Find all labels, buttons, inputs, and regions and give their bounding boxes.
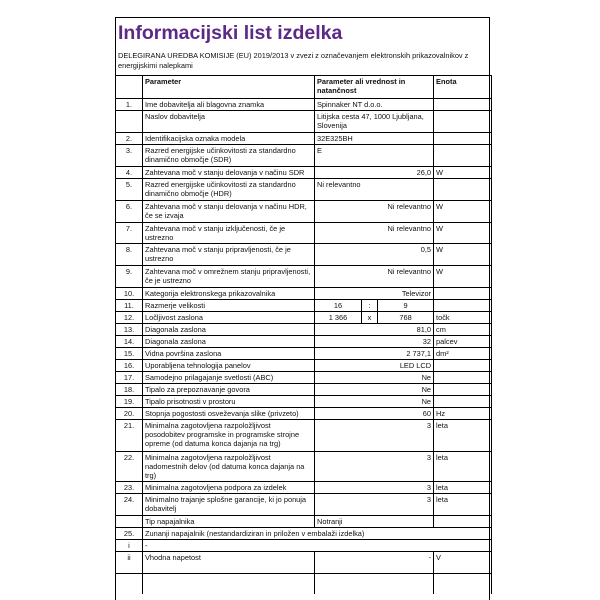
header-number (116, 76, 143, 99)
row-unit (434, 574, 492, 595)
row-unit: W (434, 201, 492, 223)
table-row (116, 360, 492, 372)
row-parameter: Razred energijske učinkovitosti za standardno dinamično območje (SDR) (143, 145, 315, 167)
row-value: Televizor (315, 288, 434, 300)
header-unit: Enota (434, 76, 492, 99)
table-row (116, 312, 492, 324)
row-value: 3 (315, 494, 434, 516)
row-value: Ni relevantno (315, 266, 434, 288)
row-number: 21. (116, 420, 143, 452)
row-number: 3. (116, 145, 143, 167)
row-value: 60 (315, 408, 434, 420)
row-unit (434, 99, 492, 111)
row-value: Ne (315, 372, 434, 384)
row-parameter: Naslov dobavitelja (143, 111, 315, 133)
row-number: 24. (116, 494, 143, 516)
row-unit (434, 111, 492, 133)
row-number: 10. (116, 288, 143, 300)
table-row (116, 99, 492, 111)
row-unit: W (434, 266, 492, 288)
table-row (116, 244, 492, 266)
table-row (116, 167, 492, 179)
row-parameter: Tipalo za prepoznavanje govora (143, 384, 315, 396)
table-row (116, 420, 492, 452)
row-number: 6. (116, 201, 143, 223)
row-number: 22. (116, 452, 143, 482)
table-row (116, 540, 492, 552)
row-parameter: Identifikacijska oznaka modela (143, 133, 315, 145)
table-row (116, 348, 492, 360)
row-value: Ne (315, 396, 434, 408)
table-row (116, 494, 492, 516)
row-unit (434, 372, 492, 384)
aspect-ratio-width: 16 (315, 300, 362, 312)
table-row (116, 223, 492, 244)
aspect-ratio-height: 9 (378, 300, 434, 312)
row-unit: W (434, 223, 492, 244)
row-value: Spinnaker NT d.o.o. (315, 99, 434, 111)
row-unit: točk (434, 312, 492, 324)
row-parameter: Zahtevana moč v stanju delovanja v načinu HDR, če se izvaja (143, 201, 315, 223)
row-unit: leta (434, 494, 492, 516)
table-row (116, 372, 492, 384)
row-parameter: Zahtevana moč v stanju pripravljenosti, če je ustrezno (143, 244, 315, 266)
row-number: 2. (116, 133, 143, 145)
table-row (116, 528, 492, 540)
row-number: 12. (116, 312, 143, 324)
row-parameter: Diagonala zaslona (143, 324, 315, 336)
table-row-tail (116, 574, 492, 595)
table-header (116, 76, 492, 99)
table-row (116, 179, 492, 201)
row-parameter: Razmerje velikosti (143, 300, 315, 312)
table-row (116, 324, 492, 336)
table-row (116, 145, 492, 167)
row-parameter: - (143, 540, 492, 552)
row-value: - (315, 552, 434, 574)
row-parameter: Diagonala zaslona (143, 336, 315, 348)
row-parameter (143, 574, 315, 595)
table-row (116, 133, 492, 145)
header-parameter: Parameter (143, 76, 315, 99)
row-value: 3 (315, 452, 434, 482)
row-number: 25. (116, 528, 143, 540)
table-row (116, 482, 492, 494)
row-value: 81,0 (315, 324, 434, 336)
aspect-ratio-separator: : (362, 300, 378, 312)
row-parameter: Samodejno prilagajanje svetlosti (ABC) (143, 372, 315, 384)
product-information-sheet (115, 17, 490, 600)
table-row (116, 452, 492, 482)
row-number: 8. (116, 244, 143, 266)
row-unit: V (434, 552, 492, 574)
table-row (116, 336, 492, 348)
resolution-width: 1 366 (315, 312, 362, 324)
row-unit (434, 179, 492, 201)
row-number: 17. (116, 372, 143, 384)
row-number: 5. (116, 179, 143, 201)
row-parameter: Kategorija elektronskega prikazovalnika (143, 288, 315, 300)
row-parameter: Razred energijske učinkovitosti za standardno dinamično območje (HDR) (143, 179, 315, 201)
parameter-table (115, 75, 492, 594)
row-parameter: Minimalna zagotovljena razpoložljivost nadomestnih delov (od datuma konca dajanja na trg) (143, 452, 315, 482)
row-number: 15. (116, 348, 143, 360)
table-row (116, 384, 492, 396)
row-unit: dm² (434, 348, 492, 360)
table-row (116, 266, 492, 288)
row-parameter: Vidna površina zaslona (143, 348, 315, 360)
row-parameter: Zahtevana moč v stanju izključenosti, če je ustrezno (143, 223, 315, 244)
row-value: 26,0 (315, 167, 434, 179)
row-number: 1. (116, 99, 143, 111)
row-unit: leta (434, 482, 492, 494)
row-parameter: Minimalna zagotovljena razpoložljivost posodobitev programske in programske strojne opreme (od datuma konca dajanja na trg) (143, 420, 315, 452)
row-number: 13. (116, 324, 143, 336)
row-number (116, 516, 143, 528)
row-value: Ne (315, 384, 434, 396)
row-value: Notranji (315, 516, 434, 528)
row-number: 18. (116, 384, 143, 396)
row-number: 23. (116, 482, 143, 494)
row-unit (434, 360, 492, 372)
row-number: 19. (116, 396, 143, 408)
row-unit: W (434, 244, 492, 266)
row-unit (434, 133, 492, 145)
resolution-height: 768 (378, 312, 434, 324)
row-number: 4. (116, 167, 143, 179)
row-value: 2 737,1 (315, 348, 434, 360)
row-number: 16. (116, 360, 143, 372)
row-value: 0,5 (315, 244, 434, 266)
row-unit (434, 288, 492, 300)
row-value: Ni relevantno (315, 179, 434, 201)
resolution-separator: x (362, 312, 378, 324)
row-number: 14. (116, 336, 143, 348)
table-row (116, 396, 492, 408)
row-number: 9. (116, 266, 143, 288)
table-row (116, 201, 492, 223)
table-row (116, 516, 492, 528)
row-value: Ni relevantno (315, 201, 434, 223)
row-number (116, 111, 143, 133)
row-number (116, 574, 143, 595)
row-unit (434, 300, 492, 312)
row-parameter: Zahtevana moč v stanju delovanja v načinu SDR (143, 167, 315, 179)
row-value: 3 (315, 482, 434, 494)
row-parameter: Ime dobavitelja ali blagovna znamka (143, 99, 315, 111)
row-parameter: Minimalno trajanje splošne garancije, ki jo ponuja dobavitelj (143, 494, 315, 516)
row-value: Litijska cesta 47, 1000 Ljubljana, Slovenija (315, 111, 434, 133)
row-parameter: Minimalna zagotovljena podpora za izdelek (143, 482, 315, 494)
row-value: 3 (315, 420, 434, 452)
row-unit (434, 516, 492, 528)
row-number: ii (116, 552, 143, 574)
row-parameter: Ločljivost zaslona (143, 312, 315, 324)
row-parameter: Zahtevana moč v omrežnem stanju pripravljenosti, če je ustrezno (143, 266, 315, 288)
row-parameter: Tip napajalnika (143, 516, 315, 528)
table-row (116, 408, 492, 420)
row-number: 11. (116, 300, 143, 312)
row-parameter: Zunanji napajalnik (nestandardiziran in priložen v embalaži izdelka) (143, 528, 492, 540)
row-value: LED LCD (315, 360, 434, 372)
row-unit: Hz (434, 408, 492, 420)
regulation-note: DELEGIRANA UREDBA KOMISIJE (EU) 2019/2013 v zvezi z označevanjem elektronskih prikazovalnikov z energijskimi nalepkami (118, 51, 469, 70)
row-parameter: Uporabljena tehnologija panelov (143, 360, 315, 372)
page-title: Informacijski list izdelka (118, 22, 343, 44)
row-value: Ni relevantno (315, 223, 434, 244)
row-parameter: Vhodna napetost (143, 552, 315, 574)
table-row (116, 111, 492, 133)
row-unit (434, 396, 492, 408)
header-value: Parameter ali vrednost in natančnost (315, 76, 434, 99)
row-value (315, 574, 434, 595)
row-parameter: Tipalo prisotnosti v prostoru (143, 396, 315, 408)
row-unit: leta (434, 420, 492, 452)
table-row (116, 288, 492, 300)
table-row (116, 552, 492, 574)
row-number: 7. (116, 223, 143, 244)
row-unit: cm (434, 324, 492, 336)
row-number: i (116, 540, 143, 552)
row-unit (434, 145, 492, 167)
row-unit: W (434, 167, 492, 179)
row-unit: palcev (434, 336, 492, 348)
row-value: 32 (315, 336, 434, 348)
row-parameter: Stopnja pogostosti osveževanja slike (privzeto) (143, 408, 315, 420)
row-unit: leta (434, 452, 492, 482)
table-row (116, 300, 492, 312)
row-number: 20. (116, 408, 143, 420)
row-unit (434, 384, 492, 396)
row-value: E (315, 145, 434, 167)
row-value: 32E325BH (315, 133, 434, 145)
